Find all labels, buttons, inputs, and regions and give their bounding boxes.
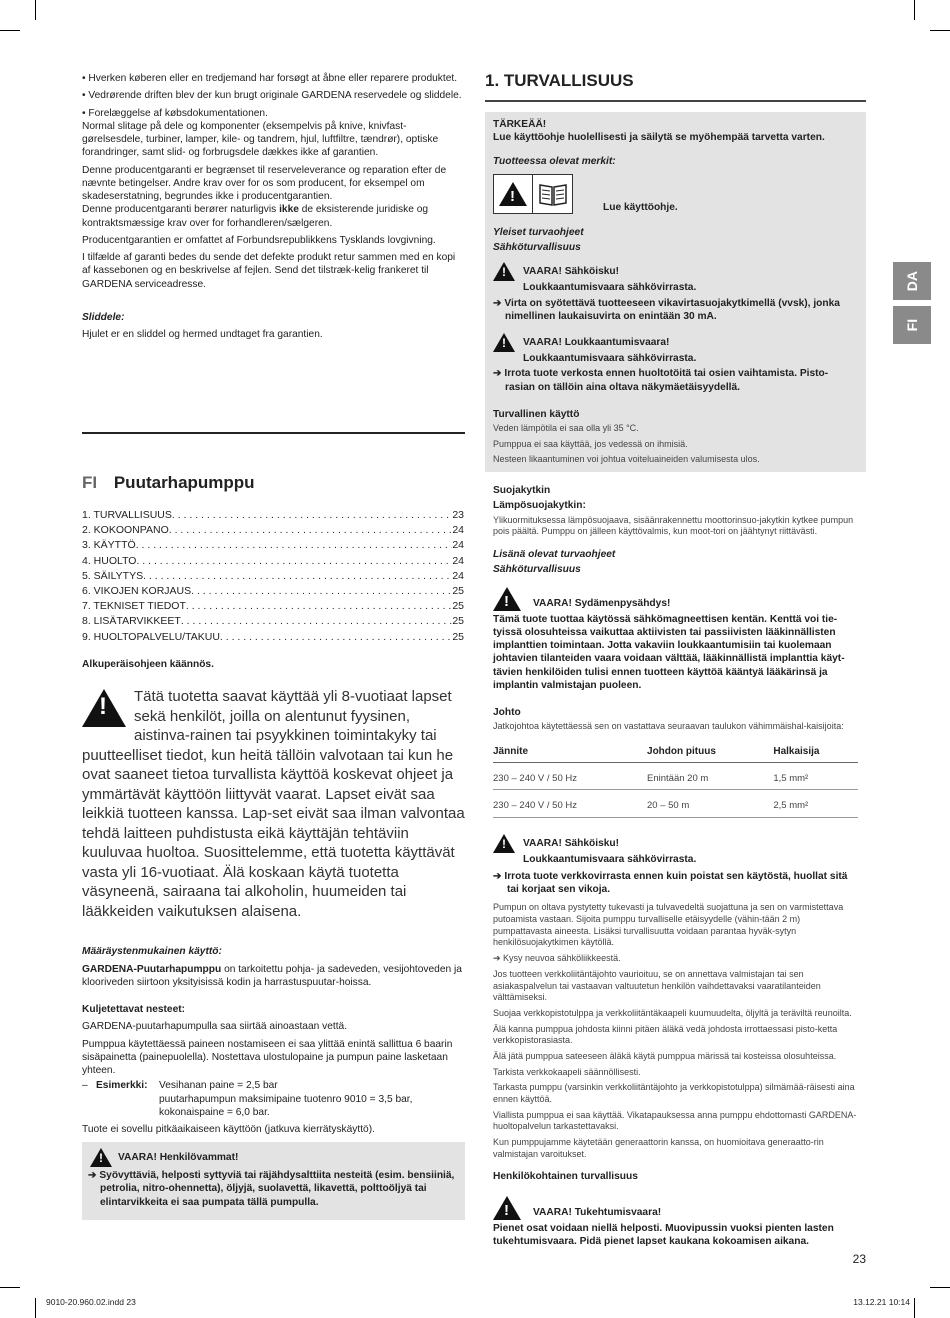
- table-row: [493, 790, 858, 817]
- left-column: [82, 72, 465, 341]
- liquids-text: Pumppua käytettäessä paineen nostamiseen ei saa ylittää enintä sallittua 6 baarin sisäpainetta (painepuolella). Nostettava ulostulopaine ja pumpun paine lasketaan yhteen.: [82, 1038, 453, 1076]
- toc-item: 1. TURVALLISUUS . . . 23: [82, 508, 464, 523]
- crop-mark: [0, 1287, 20, 1288]
- da-paragraph: I tilfælde af garanti bedes du sende det defekte produkt retur sammen med en kopi af kassebonen og en beskrivelse af fejlen. Send det tilstræk-kelig frankeret til GARDENA serviceadresse.: [82, 252, 456, 290]
- crop-mark: [35, 0, 36, 20]
- crop-mark: [930, 1287, 950, 1288]
- crop-mark: [914, 0, 915, 20]
- crop-mark: [930, 30, 950, 31]
- table-cell: Enintään 20 m: [647, 762, 773, 789]
- right-column: [485, 70, 866, 1254]
- toc-item: 4. HUOLTO . . . 24: [82, 554, 464, 569]
- toc-item: 2. KOKOONPANO . . . 24: [82, 523, 464, 538]
- warning-cardiac: ! VAARA! Sydämenpysähdys! Tämä tuote tuottaa käytössä sähkömagneettisen kentän. Kenttä voi tie-tyissä olosuhteissa vaikuttaa aktiivisten tai passiivisten lääkinnällisten implanttien toimintaan. Jotta vakaviin loukkaantumisiin tai kuolemaan johtavien tilanteiden vaara voidaan välttää, lääkinnällistä implanttia käyt-tävien henkilöiden tulisi ennen tuotteen käyttöä kääntyä lääkärinsä ja implantin valmistajan puoleen.: [493, 587, 858, 693]
- warning-icon: [82, 689, 126, 727]
- liquids-heading: Kuljetettavat nesteet:: [82, 1004, 186, 1015]
- warning-icon: [499, 182, 527, 206]
- da-paragraph: Denne producentgaranti er begrænset til reserveleverance og reparation efter de nævnte betingelser. Andre krav over for os som producent, for eksempel om skadeserstatning, begrundes ikke i producentgarantien.: [82, 164, 447, 202]
- table-header-row: [493, 743, 858, 763]
- da-bullet: • Vedrørende driften blev der kun brugt originale GARDENA reservedele og sliddele.: [82, 90, 462, 102]
- crop-mark: [35, 1298, 36, 1318]
- table-header: Jännite: [493, 743, 647, 763]
- fi-header: [82, 472, 465, 494]
- warning-icon: [90, 1148, 112, 1167]
- section-divider: [82, 432, 465, 434]
- toc-item: 8. LISÄTARVIKKEET . . . 25: [82, 614, 464, 629]
- safety-paragraph: Älä kanna pumppua johdosta kiinni pitäen äläkä vedä johdosta irrottaessasi pisto-ketta verkkopistorasiasta.: [493, 1023, 838, 1046]
- crop-mark: [914, 1298, 915, 1318]
- title-rule: [485, 100, 866, 102]
- table-header: Johdon pituus: [647, 743, 773, 763]
- safety-paragraph: Jos tuotteen verkkoliitäntäjohto vaurioituu, se on annettava valmistajan tai sen asiakaspalvelun tai vastaavan valtuutetun henkilön vaihdettavaksi vaaratilanteiden välttämiseksi.: [493, 968, 821, 1003]
- sliddele-text: Hjulet er en sliddel og hermed undtaget fra garantien.: [82, 329, 323, 340]
- safety-paragraphs: [493, 969, 858, 1161]
- liquids-text: GARDENA-puutarhapumpulla saa siirtää ainoastaan vettä.: [82, 1021, 348, 1033]
- tab-da: DA: [893, 262, 931, 300]
- table-row: [493, 762, 858, 789]
- cable-table: [493, 743, 858, 818]
- da-bullet: • Forelæggelse af købsdokumentationen.: [82, 107, 268, 119]
- original-heading: Alkuperäisohjeen käännös.: [82, 659, 214, 670]
- table-cell: 20 – 50 m: [647, 790, 773, 817]
- page-number: 23: [852, 1252, 866, 1266]
- warning-icon: [493, 262, 515, 281]
- da-paragraph: Denne producentgaranti berører naturligvis ikke de eksisterende juridiske og kontraktsmæssige krav over for forhandleren/sælgeren.: [82, 204, 429, 229]
- danger-text: ➔ Syövyttäviä, helposti syttyviä tai räjähdysalttiita nesteitä (esim. bensiiniä, petrolia, nitro-ohennetta), öljyjä, suolavettä, likavettä, polttoöljyä tai elintarvikkeita ei saa pumpata tällä pumpulla.: [88, 1170, 455, 1208]
- example: – Esimerkki: Vesihanan paine = 2,5 bar puutarhapumpun maksimipaine tuotenro 9010 = 3,5 bar, kokonaispaine = 6,0 bar.: [82, 1080, 413, 1118]
- danger-title: VAARA! Henkilövammat!: [118, 1152, 239, 1164]
- liquids-text: Tuote ei sovellu pitkäaikaiseen käyttöön (jatkuva kierrätyskäyttö).: [82, 1124, 375, 1135]
- product-marks: ! Lue käyttöohje.: [493, 174, 858, 214]
- marks-symbols: [493, 174, 573, 214]
- fi-code: FI: [82, 473, 98, 492]
- crop-mark: [0, 30, 20, 31]
- da-paragraph: Normal slitage på dele og komponenter (eksempelvis på knive, knivfast-gørelsesdele, turbiner, lamper, kile- og tandrem, hjul, luftfiltre, tændrør), optiske forandringer, samt slid- og forbrugsdele dækkes ikke af garantien.: [82, 120, 439, 159]
- warning-icon: [493, 333, 515, 352]
- big-warning: [82, 687, 465, 921]
- warning-choking: ! VAARA! Tukehtumisvaara! Pienet osat voidaan niellä helposti. Muovipussin vuoksi pienten lasten tukehtumisvaara. Pidä pienet lapset kaukana kokoamisen aikana.: [493, 1196, 858, 1249]
- table-cell: 230 – 240 V / 50 Hz: [493, 790, 647, 817]
- intended-heading: Määräystenmukainen käyttö:: [82, 946, 222, 958]
- toc-item: 9. HUOLTOPALVELU/TAKUU . . . 25: [82, 630, 464, 645]
- toc-item: 6. VIKOJEN KORJAUS . . . 25: [82, 584, 464, 599]
- footer-date: 13.12.21 10:14: [853, 1297, 910, 1307]
- big-warning-text: Tätä tuotetta saavat käyttää yli 8-vuotiaat lapset sekä henkilöt, joilla on alentunut fyysinen, aistinva-rainen tai psyykkinen toimintakyky tai puutteelliset tiedot, kun heitä tällöin valvotaan tai kun he ovat saaneet tietoa turvallista käyttöä koskevat ohjeet ja ymmärtävät käyttöön liittyvät vaarat. Lapset eivät saa leikkiä tuotteen kanssa. Lap-set eivät saa ilman valvontaa tehdä laitteen puhdistusta eikä käyttäjän tehtäviin kuuluvaa huoltoa. Suosittelemme, että tuotetta käyttävät vasta yli 16-vuotiaat. Älä koskaan käytä tuotetta väsyneenä, sairaana tai alkoholin, huumeiden tai lääkkeiden vaikutuksen alaisena.: [82, 688, 465, 920]
- footer-file: 9010-20.960.02.indd 23: [46, 1297, 136, 1307]
- table-of-contents: [82, 508, 464, 645]
- intended-text: GARDENA-Puutarhapumppu on tarkoitettu pohja- ja sadeveden, vesijohtoveden ja klooriveden siirtoon yksityisissä kodin ja harrastuspuutar-hoissa.: [82, 963, 462, 988]
- safety-paragraph: Suojaa verkkopistotulppa ja verkkoliitäntäkaapeli kuumuudelta, öljyltä ja teräviltä reunoilta.: [493, 1007, 852, 1018]
- sliddele-heading: Sliddele:: [82, 311, 125, 323]
- left-fi-body: [82, 658, 465, 1136]
- safety-paragraph: Tarkasta pumppu (varsinkin verkkoliitäntäjohto ja verkkopistotulppa) silmämää-räisesti aina ennen käyttöä.: [493, 1082, 855, 1105]
- warning-icon: [493, 1196, 521, 1220]
- safety-paragraph: Kun pumppujamme käytetään generaattorin kanssa, on huomioitava generaatto-rin valmistajan varoitukset.: [493, 1137, 824, 1159]
- table-header: Halkaisija: [773, 743, 858, 763]
- toc-item: 3. KÄYTTÖ . . . 24: [82, 538, 464, 553]
- toc-item: 5. SÄILYTYS . . . 24: [82, 569, 464, 584]
- tab-fi: FI: [893, 306, 931, 344]
- da-paragraph: Producentgarantien er omfattet af Forbundsrepublikkens Tysklands lovgivning.: [82, 234, 436, 246]
- table-cell: 230 – 240 V / 50 Hz: [493, 762, 647, 789]
- warning-electric-shock-2: ! VAARA! Sähköisku! Loukkaantumisvaara sähkövirrasta. ➔ Irrota tuote verkkovirrasta ennen kuin poistat sen käytöstä, huollat sitä tai korjaat sen vikoja.: [493, 834, 858, 897]
- table-cell: 1,5 mm²: [773, 762, 858, 789]
- section-title: 1. TURVALLISUUS: [485, 71, 634, 90]
- warning-electric-shock: ! VAARA! Sähköisku! Loukkaantumisvaara sähkövirrasta. ➔ Virta on syötettävä tuotteeseen vikavirtasuojakytkimellä (vvsk), jonka nimellinen laukaisuvirta on enintään 30 mA.: [493, 262, 858, 323]
- table-cell: 2,5 mm²: [773, 790, 858, 817]
- book-icon: [533, 175, 572, 213]
- important-box: TÄRKEÄÄ! Lue käyttöohje huolellisesti ja säilytä se myöhempää tarvetta varten. Tuotteessa olevat merkit: ! Lue käyttöohje. Yleiset turvaohjeet Sähköturvallisuus ! VAARA! Sähköisku! Loukkaantumisvaara sähkövirrasta. ➔ Virta on syötettävä tuotteeseen vikavirtasuojakytkimellä (vvsk), jonka nimellinen laukaisuvirta on enintään 30 mA. ! VAARA! Loukkaantumisvaara! Loukkaantumisvaara sähkövirrasta. ➔ Irrota tuote verkosta ennen huoltotöitä tai osien vaihtamista. Pisto-rasian on tällöin aina oltava näkymäetäisyydellä. Turvallinen käyttö Veden lämpötila ei saa olla yli 35 °C. Pumppua ei saa käyttää, jos vedessä on ihmisiä. Nesteen likaantuminen voi johtua voiteluaineiden valumisesta ulos.: [485, 112, 866, 472]
- right-body: Suojakytkin Lämpösuojakytkin: Ylikuormituksessa lämpösuojaava, sisäänrakennettu moottorinsuo-jakytkin kytkee pumpun pois päältä. Pumppu on jälleen käyttövalmis, kun moot-tori on jäähtynyt riittävästi. Lisänä olevat turvaohjeet Sähköturvallisuus ! VAARA! Sydämenpysähdys! Tämä tuote tuottaa käytössä sähkömagneettisen kentän. Kenttä voi tie-tyissä olosuhteissa vaikuttaa aktiivisten tai passiivisten lääkinnällisten implanttien toimintaan. Jotta vakaviin loukkaantumisiin tai kuolemaan johtavien tilanteiden vaara voidaan välttää, lääkinnällistä implanttia käyt-tävien henkilöiden tulisi ennen tuotteen käyttöä kääntyä lääkärinsä ja implantin valmistajan puoleen. Johto Jatkojohtoa käytettäessä sen on vastattava seuraavan taulukon vähimmäishal-kaisijoita: Jännite Johdon pituus Halkaisija 230 – 240 V / 50 Hz Enintään 20 m 1,5 mm² 230 – 240 V / 50 Hz 20 – 50 m 2,5 mm² ! VAARA! Sähköisku! Loukkaantumisvaara sähkövirrasta. ➔ Irrota tuote verkkovirrasta ennen kuin poistat sen käytöstä, huollat sitä tai korjaat sen vikoja. Pumpun on oltava pystytetty tukevasti ja tulvavedeltä suojattuna ja sen on varmistettava putoamista vastaan. Sijoita pumppu turvalliselle etäisyydelle (vähin-tään 2 m) pumpattavasta aineesta. Lisäksi turvallisuutta voidaan parantaa hyväk-sytyn henkilösuojakytkimen käytöllä. ➔ Kysy neuvoa sähköliikkeestä. Jos tuotteen verkkoliitäntäjohto vaurioituu, se on annettava valmistajan tai sen asiakaspalvelun tai vastaavan valtuutetun henkilön vaihdettavaksi vaaratilanteiden välttämiseksi. Suojaa verkkopistotulppa ja verkkoliitäntäkaapeli kuumuudelta, öljyltä ja teräviltä reunoilta. Älä kanna pumppua johdosta kiinni pitäen äläkä vedä johdosta irrottaessasi pisto-ketta verkkopistorasiasta. Älä jätä pumppua sateeseen äläkä käytä pumppua märissä tai kosteissa olosuhteissa. Tarkista verkkokaapeli säännöllisesti. Tarkasta pumppu (varsinkin verkkoliitäntäjohto ja verkkopistotulppa) silmämää-räisesti aina ennen käyttöä. Viallista pumppua ei saa käyttää. Vikatapauksessa anna pumppu ehdottomasti GARDENA-huoltopalvelun tarkastettavaksi. Kun pumppujamme käytetään generaattorin kanssa, on huomioitava generaatto-rin valmistajan varoitukset. Henkilökohtainen turvallisuus ! VAARA! Tukehtumisvaara! Pienet osat voidaan niellä helposti. Muovipussin vuoksi pienten lasten tukehtumisvaara. Pidä pienet lapset kaukana kokoamisen aikana.: [485, 472, 866, 1254]
- danger-box-personal: [82, 1142, 465, 1220]
- warning-icon: [493, 834, 515, 853]
- warning-injury: ! VAARA! Loukkaantumisvaara! Loukkaantumisvaara sähkövirrasta. ➔ Irrota tuote verkosta ennen huoltotöitä tai osien vaihtamista. Pisto-rasian on tällöin aina oltava näkymäetäisyydellä.: [493, 333, 858, 394]
- safety-paragraph: Viallista pumppua ei saa käyttää. Vikatapauksessa anna pumppu ehdottomasti GARDENA-huoltopalvelun tarkastettavaksi.: [493, 1109, 857, 1132]
- da-bullet: • Hverken køberen eller en tredjemand har forsøgt at åbne eller reparere produktet.: [82, 73, 458, 84]
- safety-paragraph: Tarkista verkkokaapeli säännöllisesti.: [493, 1066, 641, 1077]
- fi-title: Puutarhapumppu: [113, 473, 255, 492]
- toc-item: 7. TEKNISET TIEDOT . . . 25: [82, 599, 464, 614]
- warning-icon: [493, 587, 521, 611]
- safety-paragraph: Älä jätä pumppua sateeseen äläkä käytä pumppua märissä tai kosteissa olosuhteissa.: [493, 1050, 837, 1061]
